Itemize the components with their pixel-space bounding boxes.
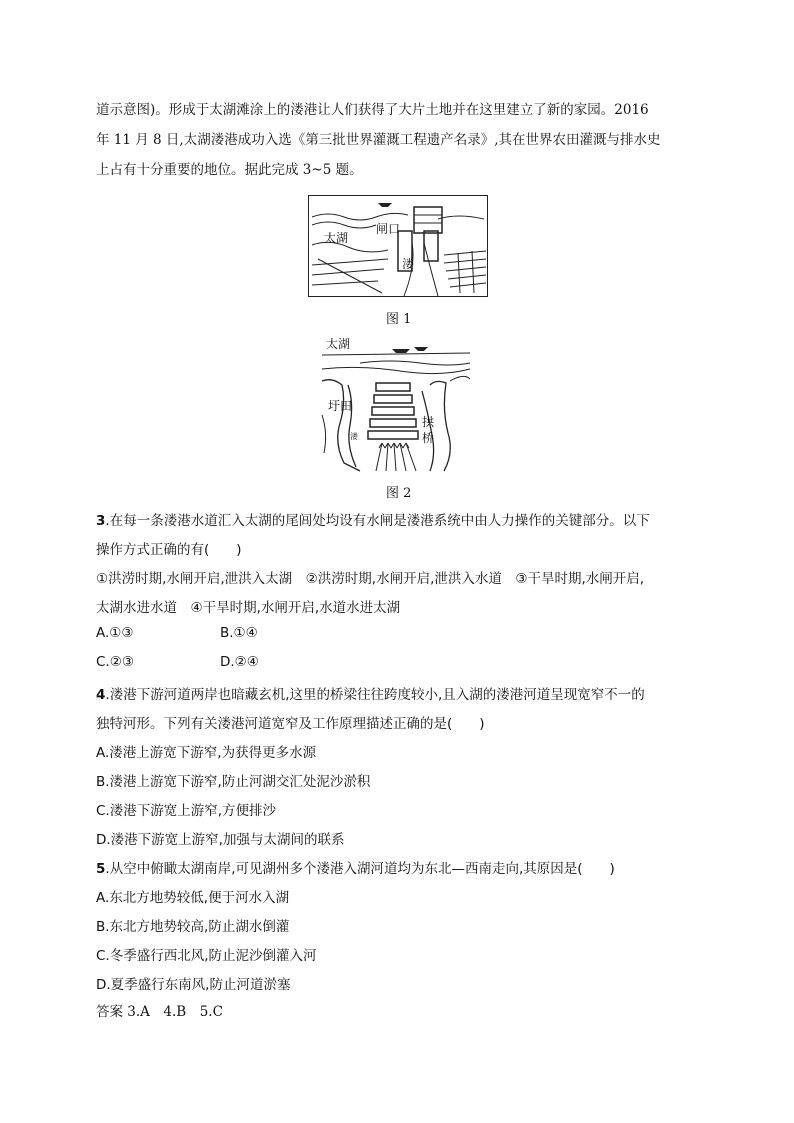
figure-1 (308, 195, 488, 297)
question-3-choice-c: C.②③ (96, 654, 134, 670)
question-5-stem (96, 857, 615, 877)
figure-2-label-lou: 溇 (350, 432, 358, 441)
figure-1-label-gate: 闸口 (376, 222, 401, 236)
question-3-stem-line-2: 操作方式正确的有( ) (96, 542, 242, 558)
figure-2-caption: 图 2 (386, 486, 412, 501)
figure-1-caption: 图 1 (386, 312, 412, 327)
question-3-number: 3 (96, 513, 106, 529)
question-4-stem-line-2: 独特河形。下列有关溇港河道宽窄及工作原理描述正确的是( ) (96, 716, 485, 732)
question-4-number: 4 (96, 687, 106, 703)
figure-2-label-bridge-2: 桥 (422, 431, 435, 445)
question-4-choice-c: C.溇港下游宽上游窄,方便排沙 (96, 803, 277, 819)
figure-2 (320, 333, 472, 473)
figure-2-label-field: 圩田 (328, 399, 353, 413)
figure-1-label-lou: 溇 (402, 257, 415, 271)
question-4-choice-a: A.溇港上游宽下游窄,为获得更多水源 (96, 745, 317, 761)
question-3-choice-d: D.②④ (220, 654, 259, 670)
question-5-choice-c: C.冬季盛行西北风,防止泥沙倒灌入河 (96, 948, 317, 964)
question-3-options-line-1: ①洪涝时期,水闸开启,泄洪入太湖 ②洪涝时期,水闸开启,泄洪入水道 ③干旱时期,水闸开启, (96, 571, 645, 587)
question-5-stem-text: .从空中俯瞰太湖南岸,可见湖州多个溇港入湖河道均为东北—西南走向,其原因是( ) (105, 861, 615, 877)
question-5-number: 5 (96, 861, 106, 877)
question-5-choice-d: D.夏季盛行东南风,防止河道淤塞 (96, 977, 291, 993)
figure-1-drawing (308, 195, 488, 297)
question-4-stem-line-1 (96, 683, 645, 703)
question-3-choice-b: B.①④ (220, 625, 258, 641)
figure-2-label-bridge-1: 拱 (422, 415, 435, 429)
answer-key: 答案 3.A 4.B 5.C (96, 1004, 223, 1020)
question-4-choice-b: B.溇港上游宽下游窄,防止河湖交汇处泥沙淤积 (96, 774, 371, 790)
question-3-choice-a: A.①③ (96, 625, 134, 641)
intro-line-1: 道示意图)。形成于太湖滩涂上的溇港让人们获得了大片土地并在这里建立了新的家园。2016 (96, 102, 649, 118)
question-5-choice-b: B.东北方地势较高,防止湖水倒灌 (96, 919, 290, 935)
figure-1-label-lake: 太湖 (324, 231, 349, 245)
question-5-choice-a: A.东北方地势较低,便于河水入湖 (96, 890, 290, 906)
figure-2-label-lake: 太湖 (326, 337, 351, 351)
question-3-stem-1: .在每一条溇港水道汇入太湖的尾闾处均设有水闸是溇港系统中由人力操作的关键部分。以下 (105, 513, 650, 529)
intro-line-3: 上占有十分重要的地位。据此完成 3~5 题。 (96, 162, 363, 178)
question-3-stem-line-1 (96, 509, 650, 529)
question-3-options-line-2: 太湖水进水道 ④干旱时期,水闸开启,水道水进太湖 (96, 600, 401, 616)
question-4-stem-1: .溇港下游河道两岸也暗藏玄机,这里的桥梁往往跨度较小,且入湖的溇港河道呈现宽窄不一的 (105, 687, 645, 703)
question-4-choice-d: D.溇港下游宽上游窄,加强与太湖间的联系 (96, 832, 345, 848)
intro-line-2: 年 11 月 8 日,太湖溇港成功入选《第三批世界灌溉工程遗产名录》,其在世界农田灌溉与排水史 (96, 132, 661, 148)
